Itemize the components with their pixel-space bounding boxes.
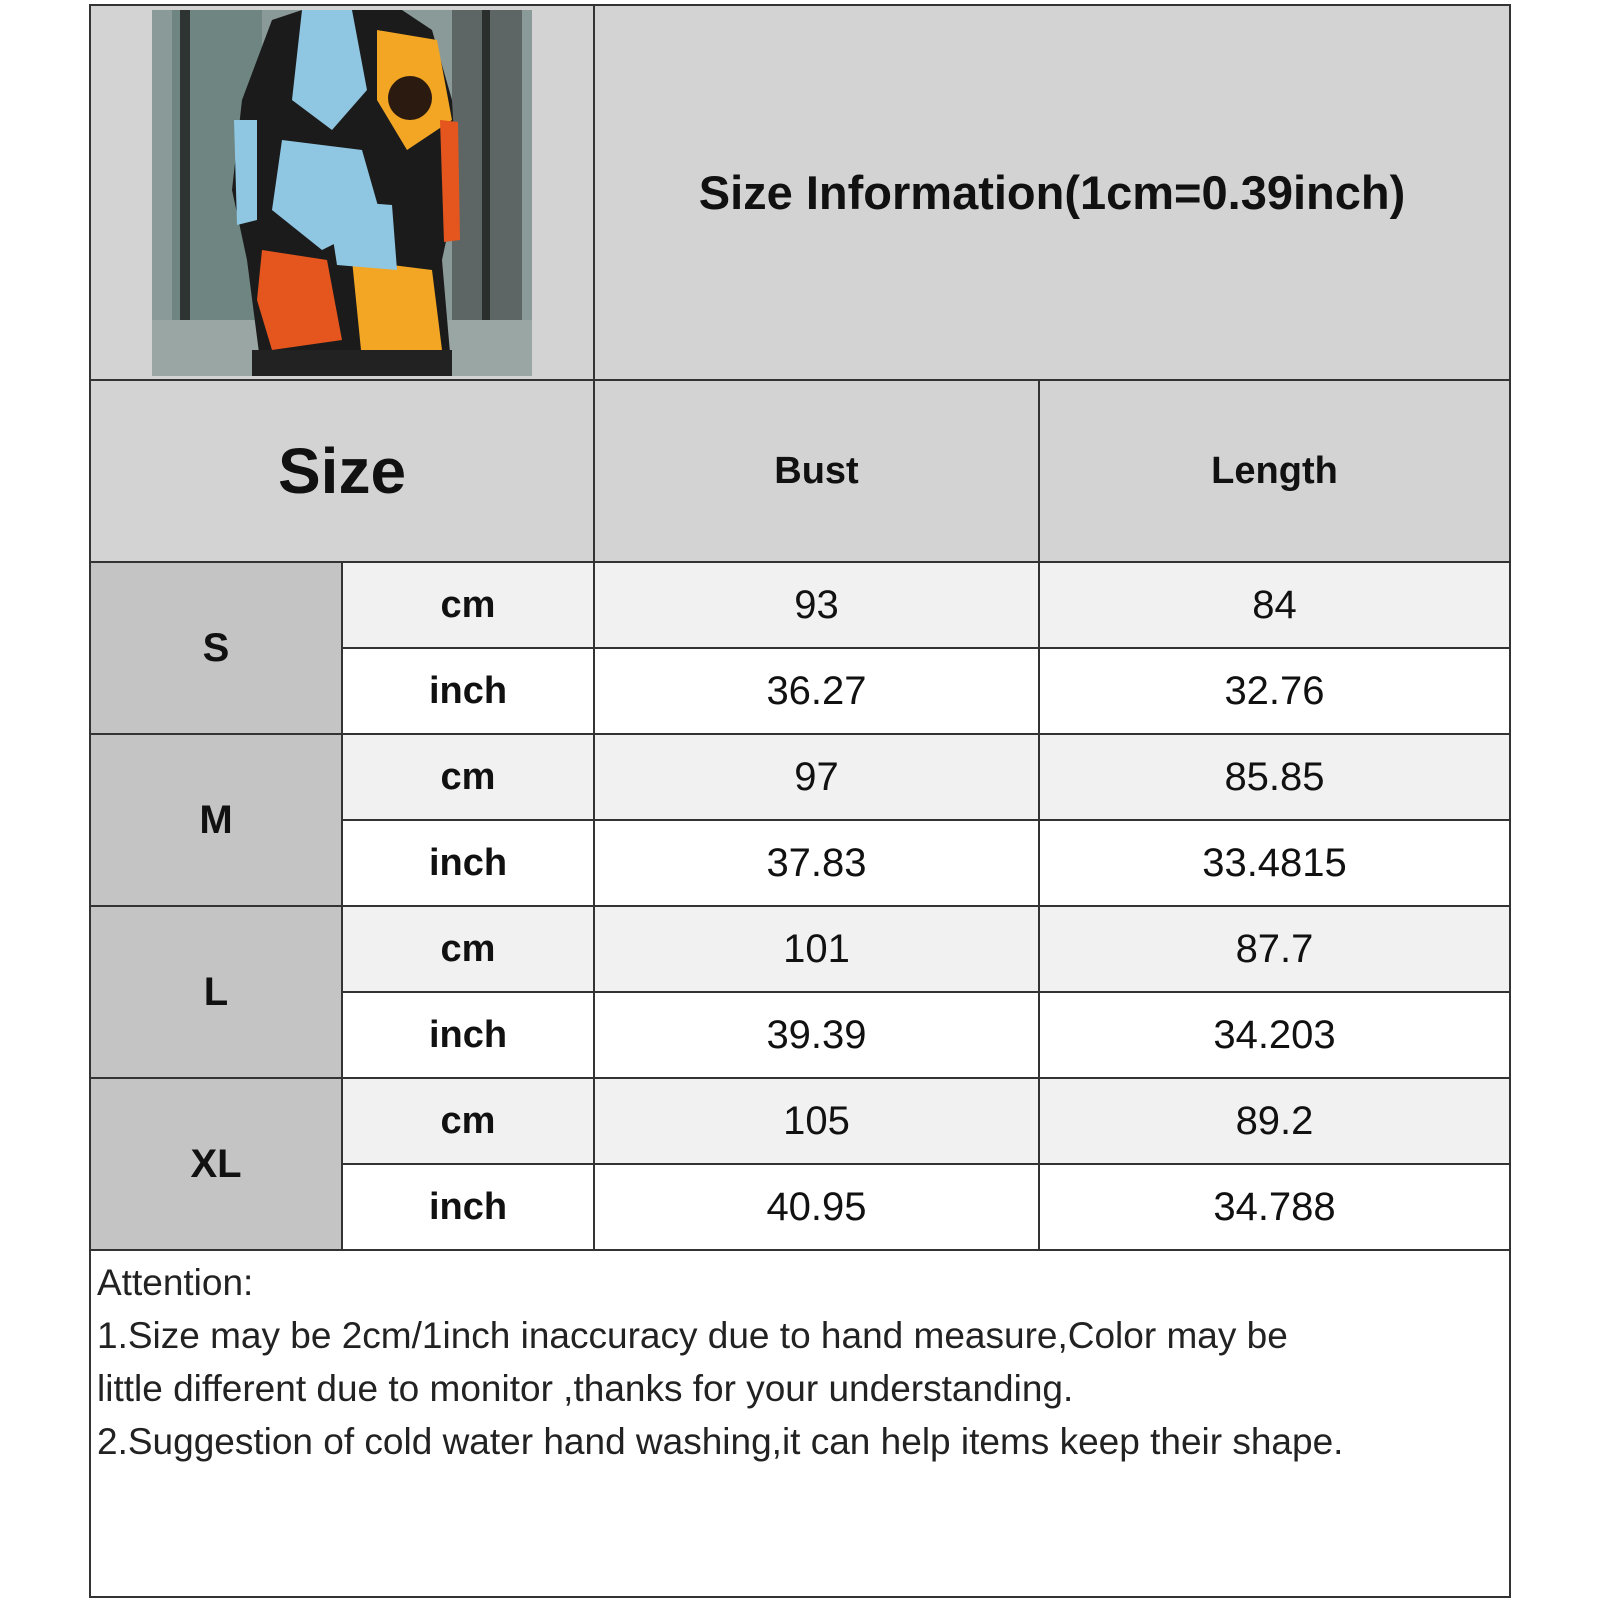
table-cell: 32.76 (1040, 649, 1509, 733)
table-cell: 34.788 (1040, 1165, 1509, 1249)
product-photo-cell (91, 6, 593, 379)
table-cell: 101 (595, 907, 1038, 991)
attention-heading: Attention: (97, 1262, 254, 1303)
table-cell: 37.83 (595, 821, 1038, 905)
unit-cm: cm (343, 907, 593, 991)
unit-cm: cm (343, 563, 593, 647)
note-line: little different due to monitor ,thanks for your understanding. (97, 1368, 1074, 1409)
product-photo (152, 10, 532, 376)
table-cell: 36.27 (595, 649, 1038, 733)
note-line: 2.Suggestion of cold water hand washing,it can help items keep their shape. (97, 1421, 1344, 1462)
table-cell: 33.4815 (1040, 821, 1509, 905)
table-cell: 89.2 (1040, 1079, 1509, 1163)
table-cell: 34.203 (1040, 993, 1509, 1077)
table-cell: 97 (595, 735, 1038, 819)
unit-inch: inch (343, 993, 593, 1077)
unit-inch: inch (343, 1165, 593, 1249)
unit-inch: inch (343, 821, 593, 905)
table-cell: 84 (1040, 563, 1509, 647)
header-length: Length (1040, 381, 1509, 561)
unit-cm: cm (343, 735, 593, 819)
size-chart (89, 4, 1511, 1598)
header-size: Size (91, 381, 593, 561)
size-label-m: M (91, 735, 341, 905)
table-cell: 93 (595, 563, 1038, 647)
unit-cm: cm (343, 1079, 593, 1163)
table-cell: 40.95 (595, 1165, 1038, 1249)
table-cell: 39.39 (595, 993, 1038, 1077)
unit-inch: inch (343, 649, 593, 733)
size-label-s: S (91, 563, 341, 733)
size-info-title: Size Information(1cm=0.39inch) (595, 6, 1509, 379)
table-cell: 85.85 (1040, 735, 1509, 819)
size-label-xl: XL (91, 1079, 341, 1249)
table-cell: 105 (595, 1079, 1038, 1163)
attention-notes (97, 1256, 1497, 1468)
note-line: 1.Size may be 2cm/1inch inaccuracy due to hand measure,Color may be (97, 1315, 1288, 1356)
header-bust: Bust (595, 381, 1038, 561)
size-label-l: L (91, 907, 341, 1077)
table-cell: 87.7 (1040, 907, 1509, 991)
